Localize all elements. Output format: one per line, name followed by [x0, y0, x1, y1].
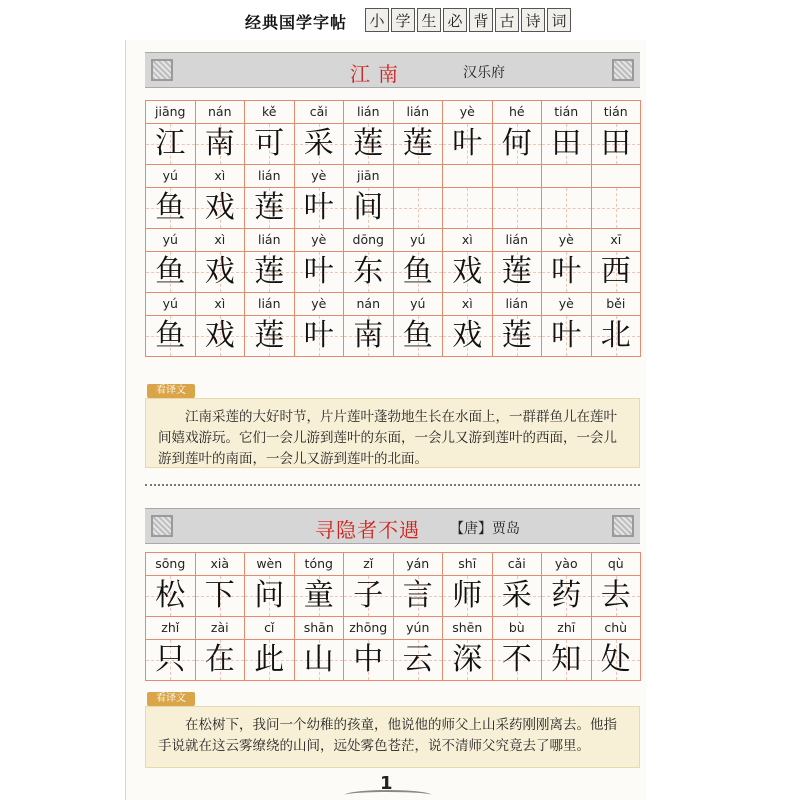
hanzi-char: 戏	[204, 190, 235, 225]
hanzi-char: 戏	[204, 254, 235, 289]
hanzi-cell	[245, 316, 295, 356]
translation-label: 看译文	[147, 384, 195, 398]
hanzi-char: 采	[501, 578, 532, 613]
hanzi-char: 戏	[452, 318, 483, 353]
hanzi-char: 北	[600, 318, 631, 353]
hanzi-char: 只	[155, 642, 186, 677]
hanzi-cell	[146, 640, 196, 680]
series-char: 古	[495, 8, 519, 32]
book-header	[125, 0, 685, 40]
pinyin-cell: lián	[394, 100, 444, 124]
pinyin-cell	[394, 164, 444, 188]
hanzi-char: 莲	[254, 190, 285, 225]
pinyin-cell: yè	[542, 228, 592, 252]
pinyin-cell: lián	[245, 164, 295, 188]
ornament-icon	[612, 515, 634, 537]
hanzi-cell	[493, 252, 543, 292]
hanzi-char: 言	[402, 578, 433, 613]
hanzi-char: 叶	[303, 254, 334, 289]
hanzi-cell	[542, 252, 592, 292]
pinyin-cell: shān	[295, 616, 345, 640]
pinyin-cell: cǎi	[295, 100, 345, 124]
hanzi-char: 田	[551, 126, 582, 161]
hanzi-cell	[592, 188, 642, 228]
hanzi-cell	[344, 576, 394, 616]
pinyin-row	[146, 292, 641, 316]
hanzi-cell	[443, 316, 493, 356]
page-number: 1	[380, 773, 393, 794]
pinyin-cell: zǐ	[344, 552, 394, 576]
book-title: 经典国学字帖	[245, 13, 348, 32]
series-char: 诗	[521, 8, 545, 32]
pinyin-cell: tián	[592, 100, 642, 124]
pinyin-cell: chù	[592, 616, 642, 640]
ornament-icon	[151, 59, 173, 81]
hanzi-char: 去	[600, 578, 631, 613]
hanzi-row	[146, 316, 641, 356]
pinyin-cell: jiāng	[146, 100, 196, 124]
guide-line	[592, 208, 641, 209]
pinyin-row	[146, 164, 641, 188]
hanzi-cell	[443, 124, 493, 164]
hanzi-char: 子	[353, 578, 384, 613]
pinyin-row	[146, 228, 641, 252]
hanzi-cell	[394, 188, 444, 228]
grid-bottom-border	[146, 680, 641, 681]
hanzi-char: 鱼	[402, 254, 433, 289]
hanzi-cell	[146, 576, 196, 616]
pinyin-cell: lián	[344, 100, 394, 124]
pinyin-row	[146, 552, 641, 576]
hanzi-cell	[493, 640, 543, 680]
hanzi-char: 鱼	[155, 254, 186, 289]
pinyin-cell: yào	[542, 552, 592, 576]
pinyin-cell: kě	[245, 100, 295, 124]
pinyin-cell: běi	[592, 292, 642, 316]
hanzi-cell	[592, 640, 642, 680]
hanzi-cell	[493, 316, 543, 356]
pinyin-cell: cǐ	[245, 616, 295, 640]
hanzi-cell	[592, 576, 642, 616]
pinyin-cell: tián	[542, 100, 592, 124]
series-char: 学	[391, 8, 415, 32]
hanzi-char: 松	[155, 578, 186, 613]
hanzi-cell	[245, 188, 295, 228]
pinyin-cell: zhǐ	[146, 616, 196, 640]
pinyin-cell: yún	[394, 616, 444, 640]
hanzi-cell	[196, 576, 246, 616]
pinyin-cell: wèn	[245, 552, 295, 576]
hanzi-char: 间	[353, 190, 384, 225]
hanzi-char: 叶	[303, 190, 334, 225]
pinyin-cell: xià	[196, 552, 246, 576]
hanzi-char: 叶	[551, 318, 582, 353]
series-char: 词	[547, 8, 571, 32]
hanzi-cell	[394, 576, 444, 616]
hanzi-row	[146, 188, 641, 228]
hanzi-cell	[196, 124, 246, 164]
pinyin-cell: yè	[542, 292, 592, 316]
hanzi-cell	[493, 576, 543, 616]
series-char: 生	[417, 8, 441, 32]
hanzi-cell	[295, 640, 345, 680]
series-char: 必	[443, 8, 467, 32]
poem-author: 汉乐府	[463, 65, 505, 81]
hanzi-cell	[493, 124, 543, 164]
hanzi-char: 莲	[402, 126, 433, 161]
hanzi-cell	[394, 640, 444, 680]
hanzi-row	[146, 576, 641, 616]
hanzi-cell	[196, 640, 246, 680]
pinyin-row	[146, 100, 641, 124]
pinyin-row	[146, 616, 641, 640]
hanzi-cell	[493, 188, 543, 228]
poem-title-bar	[145, 508, 640, 544]
hanzi-char: 何	[501, 126, 532, 161]
hanzi-char: 东	[353, 254, 384, 289]
hanzi-char: 戏	[452, 254, 483, 289]
hanzi-char: 不	[501, 642, 532, 677]
hanzi-char: 知	[551, 642, 582, 677]
hanzi-cell	[542, 576, 592, 616]
hanzi-cell	[394, 124, 444, 164]
pinyin-cell	[443, 164, 493, 188]
hanzi-cell	[196, 252, 246, 292]
hanzi-char: 鱼	[155, 190, 186, 225]
hanzi-char: 莲	[254, 318, 285, 353]
hanzi-cell	[592, 316, 642, 356]
hanzi-cell	[245, 252, 295, 292]
pinyin-cell	[592, 164, 642, 188]
pinyin-cell	[542, 164, 592, 188]
pinyin-cell: xì	[443, 292, 493, 316]
translation-box	[145, 706, 640, 768]
pinyin-cell: nán	[344, 292, 394, 316]
pinyin-cell: zhōng	[344, 616, 394, 640]
poem-title: 寻隐者不遇	[315, 518, 420, 542]
hanzi-row	[146, 252, 641, 292]
pinyin-cell: yán	[394, 552, 444, 576]
poem-author: 【唐】贾岛	[450, 521, 520, 537]
hanzi-char: 药	[551, 578, 582, 613]
hanzi-char: 田	[600, 126, 631, 161]
pinyin-cell: yú	[146, 228, 196, 252]
hanzi-cell	[344, 316, 394, 356]
hanzi-cell	[295, 576, 345, 616]
hanzi-cell	[245, 124, 295, 164]
hanzi-char: 莲	[501, 318, 532, 353]
pinyin-cell: shēn	[443, 616, 493, 640]
hanzi-char: 叶	[452, 126, 483, 161]
hanzi-cell	[443, 640, 493, 680]
pinyin-cell: xì	[196, 292, 246, 316]
hanzi-cell	[592, 252, 642, 292]
pinyin-cell: hé	[493, 100, 543, 124]
hanzi-char: 莲	[501, 254, 532, 289]
hanzi-cell	[542, 316, 592, 356]
pinyin-cell: xī	[592, 228, 642, 252]
pinyin-cell: jiān	[344, 164, 394, 188]
translation-box	[145, 398, 640, 468]
series-title	[365, 8, 573, 32]
hanzi-char: 叶	[303, 318, 334, 353]
hanzi-char: 童	[303, 578, 334, 613]
hanzi-char: 师	[452, 578, 483, 613]
hanzi-char: 西	[600, 254, 631, 289]
page-ornament	[345, 790, 431, 800]
hanzi-cell	[295, 252, 345, 292]
hanzi-cell	[146, 188, 196, 228]
hanzi-cell	[542, 188, 592, 228]
hanzi-row	[146, 124, 641, 164]
hanzi-char: 采	[303, 126, 334, 161]
hanzi-cell	[295, 124, 345, 164]
hanzi-char: 南	[353, 318, 384, 353]
pinyin-cell: yú	[146, 292, 196, 316]
pinyin-cell: lián	[493, 228, 543, 252]
pinyin-cell: xì	[196, 164, 246, 188]
hanzi-cell	[196, 316, 246, 356]
hanzi-char: 叶	[551, 254, 582, 289]
hanzi-row	[146, 640, 641, 680]
hanzi-char: 可	[254, 126, 285, 161]
poem-title-bar	[145, 52, 640, 88]
hanzi-char: 江	[155, 126, 186, 161]
hanzi-char: 戏	[204, 318, 235, 353]
translation-label: 看译文	[147, 692, 195, 706]
hanzi-char: 问	[254, 578, 285, 613]
hanzi-char: 鱼	[155, 318, 186, 353]
pinyin-cell: zài	[196, 616, 246, 640]
hanzi-cell	[344, 124, 394, 164]
practice-grid	[145, 552, 641, 681]
pinyin-cell: zhī	[542, 616, 592, 640]
hanzi-char: 在	[204, 642, 235, 677]
pinyin-cell: nán	[196, 100, 246, 124]
hanzi-cell	[542, 640, 592, 680]
pinyin-cell: xì	[443, 228, 493, 252]
pinyin-cell: yè	[295, 228, 345, 252]
translation-text: 在松树下，我问一个幼稚的孩童，他说他的师父上山采药刚刚离去。他指手说就在这云雾缭绕的山间，远处雾色苍茫，说不清师父究竟去了哪里。	[158, 717, 617, 754]
pinyin-cell	[493, 164, 543, 188]
hanzi-cell	[443, 576, 493, 616]
hanzi-char: 南	[204, 126, 235, 161]
translation-text: 江南采莲的大好时节，片片莲叶蓬勃地生长在水面上，一群群鱼儿在莲叶间嬉戏游玩。它们一会儿游到莲叶的东面，一会儿又游到莲叶的西面，一会儿游到莲叶的南面，一会儿又游到莲叶的北面。	[158, 409, 617, 467]
hanzi-cell	[443, 188, 493, 228]
hanzi-cell	[394, 316, 444, 356]
hanzi-char: 云	[402, 642, 433, 677]
guide-line	[443, 208, 492, 209]
hanzi-cell	[146, 252, 196, 292]
hanzi-char: 中	[353, 642, 384, 677]
hanzi-cell	[443, 252, 493, 292]
pinyin-cell: lián	[245, 228, 295, 252]
pinyin-cell: yè	[443, 100, 493, 124]
hanzi-char: 鱼	[402, 318, 433, 353]
hanzi-char: 山	[303, 642, 334, 677]
pinyin-cell: shī	[443, 552, 493, 576]
hanzi-cell	[146, 124, 196, 164]
pinyin-cell: dōng	[344, 228, 394, 252]
pinyin-cell: tóng	[295, 552, 345, 576]
hanzi-cell	[542, 124, 592, 164]
pinyin-cell: xì	[196, 228, 246, 252]
hanzi-char: 处	[600, 642, 631, 677]
guide-line	[394, 208, 443, 209]
section-divider	[145, 484, 640, 486]
hanzi-char: 深	[452, 642, 483, 677]
guide-line	[542, 208, 591, 209]
ornament-icon	[151, 515, 173, 537]
pinyin-cell: yú	[394, 228, 444, 252]
hanzi-cell	[394, 252, 444, 292]
hanzi-char: 下	[204, 578, 235, 613]
hanzi-cell	[592, 124, 642, 164]
hanzi-cell	[196, 188, 246, 228]
pinyin-cell: yú	[394, 292, 444, 316]
hanzi-cell	[344, 252, 394, 292]
pinyin-cell: qù	[592, 552, 642, 576]
hanzi-char: 莲	[353, 126, 384, 161]
hanzi-cell	[295, 316, 345, 356]
hanzi-cell	[146, 316, 196, 356]
poem-title: 江南	[350, 62, 406, 86]
hanzi-char: 莲	[254, 254, 285, 289]
hanzi-cell	[344, 640, 394, 680]
ornament-icon	[612, 59, 634, 81]
hanzi-cell	[245, 640, 295, 680]
pinyin-cell: yú	[146, 164, 196, 188]
pinyin-cell: bù	[493, 616, 543, 640]
pinyin-cell: sōng	[146, 552, 196, 576]
pinyin-cell: yè	[295, 292, 345, 316]
hanzi-cell	[344, 188, 394, 228]
series-char: 小	[365, 8, 389, 32]
hanzi-char: 此	[254, 642, 285, 677]
series-char: 背	[469, 8, 493, 32]
pinyin-cell: yè	[295, 164, 345, 188]
pinyin-cell: lián	[245, 292, 295, 316]
practice-grid	[145, 100, 641, 357]
guide-line	[493, 208, 542, 209]
pinyin-cell: lián	[493, 292, 543, 316]
hanzi-cell	[295, 188, 345, 228]
grid-bottom-border	[146, 356, 641, 357]
hanzi-cell	[245, 576, 295, 616]
pinyin-cell: cǎi	[493, 552, 543, 576]
